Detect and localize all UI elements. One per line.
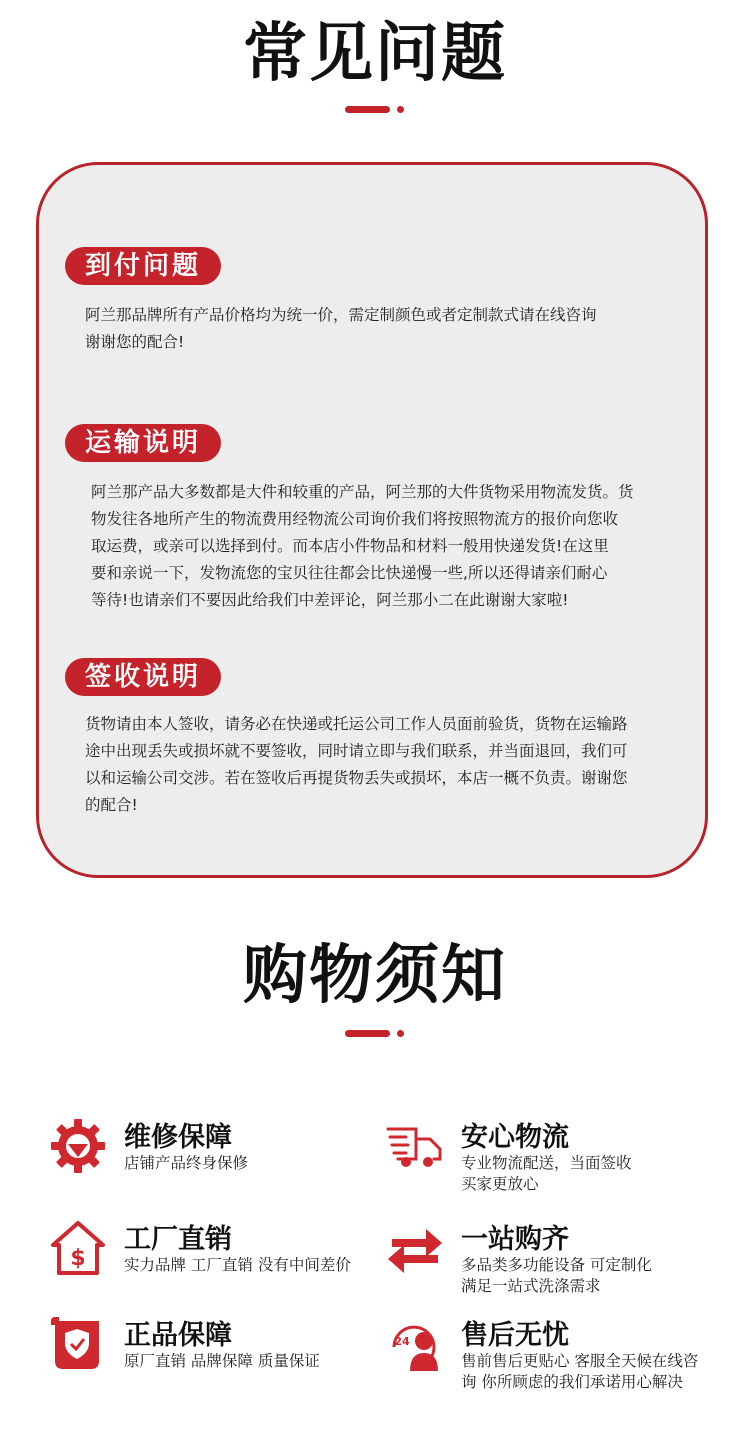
feature-genuine <box>49 1313 379 1393</box>
feature-repair-desc: 店铺产品终身保修 <box>124 1154 249 1172</box>
svg-text:24: 24 <box>394 1335 410 1348</box>
shopping-title-divider <box>345 1030 405 1038</box>
feature-logistics-desc: 专业物流配送，当面签收 买家更放心 <box>461 1154 632 1193</box>
gear-shield-icon <box>49 1117 107 1175</box>
feature-one-stop-title: 一站购齐 <box>461 1224 569 1255</box>
section-text-shipping: 阿兰那产品大多数都是大件和较重的产品，阿兰那的大件货物采用物流发货。货 物发往各地所产生的物流费用经物流公司询价我们将按照物流方的报价向您收 取运费，或亲可以选择到付。而本店小件物品和材料一般用快递发货!在这里 要和亲说一下，发物流您的宝贝往往都会比快递慢一些,所以还得请亲们耐心 等待!也请亲们不要因此给我们中差评论，阿兰那小二在此谢谢大家啦! <box>91 483 634 609</box>
section-text-cod: 阿兰那品牌所有产品价格均为统一价，需定制颜色或者定制款式请在线咨询 谢谢您的配合! <box>85 306 597 351</box>
faq-title-divider <box>345 106 405 114</box>
feature-one-stop-desc: 多品类多功能设备 可定制化 满足一站式洗涤需求 <box>461 1256 652 1295</box>
feature-factory-desc: 实力品牌 工厂直销 没有中间差价 <box>124 1256 351 1274</box>
feature-one-stop <box>386 1217 716 1297</box>
delivery-truck-icon <box>386 1117 444 1175</box>
feature-genuine-desc: 原厂直销 品牌保障 质量保证 <box>124 1352 320 1370</box>
feature-after-sales-desc: 售前售后更贴心 客服全天候在线咨 询 你所顾虑的我们承诺用心解决 <box>461 1352 699 1391</box>
feature-logistics-title: 安心物流 <box>461 1122 569 1153</box>
svg-text:$: $ <box>70 1246 86 1271</box>
house-dollar-icon <box>49 1219 107 1277</box>
support-24h-icon <box>386 1315 444 1373</box>
faq-card <box>36 162 708 878</box>
feature-logistics <box>386 1115 716 1195</box>
section-text-signoff: 货物请由本人签收，请务必在快递或托运公司工作人员面前验货，货物在运输路 途中出现丢失或损坏就不要签收，同时请立即与我们联系，并当面退回，我们可 以和运输公司交涉。若在签收后再提货物丢失或损坏，本店一概不负责。谢谢您 的配合! <box>85 715 628 814</box>
feature-factory-title: 工厂直销 <box>124 1224 232 1255</box>
section-label-shipping: 运输说明 <box>65 424 221 462</box>
section-label-cod: 到付问题 <box>65 247 221 285</box>
exchange-arrows-icon <box>386 1219 444 1277</box>
feature-after-sales-title: 售后无忧 <box>461 1320 569 1351</box>
certificate-shield-icon <box>49 1315 107 1373</box>
feature-repair-title: 维修保障 <box>124 1122 232 1153</box>
faq-title: 常见问题 <box>243 17 507 91</box>
feature-genuine-title: 正品保障 <box>124 1320 232 1351</box>
feature-repair <box>49 1115 379 1195</box>
shopping-title: 购物须知 <box>243 939 507 1013</box>
feature-factory <box>49 1217 379 1297</box>
feature-after-sales <box>386 1313 716 1393</box>
section-label-signoff: 签收说明 <box>65 658 221 696</box>
